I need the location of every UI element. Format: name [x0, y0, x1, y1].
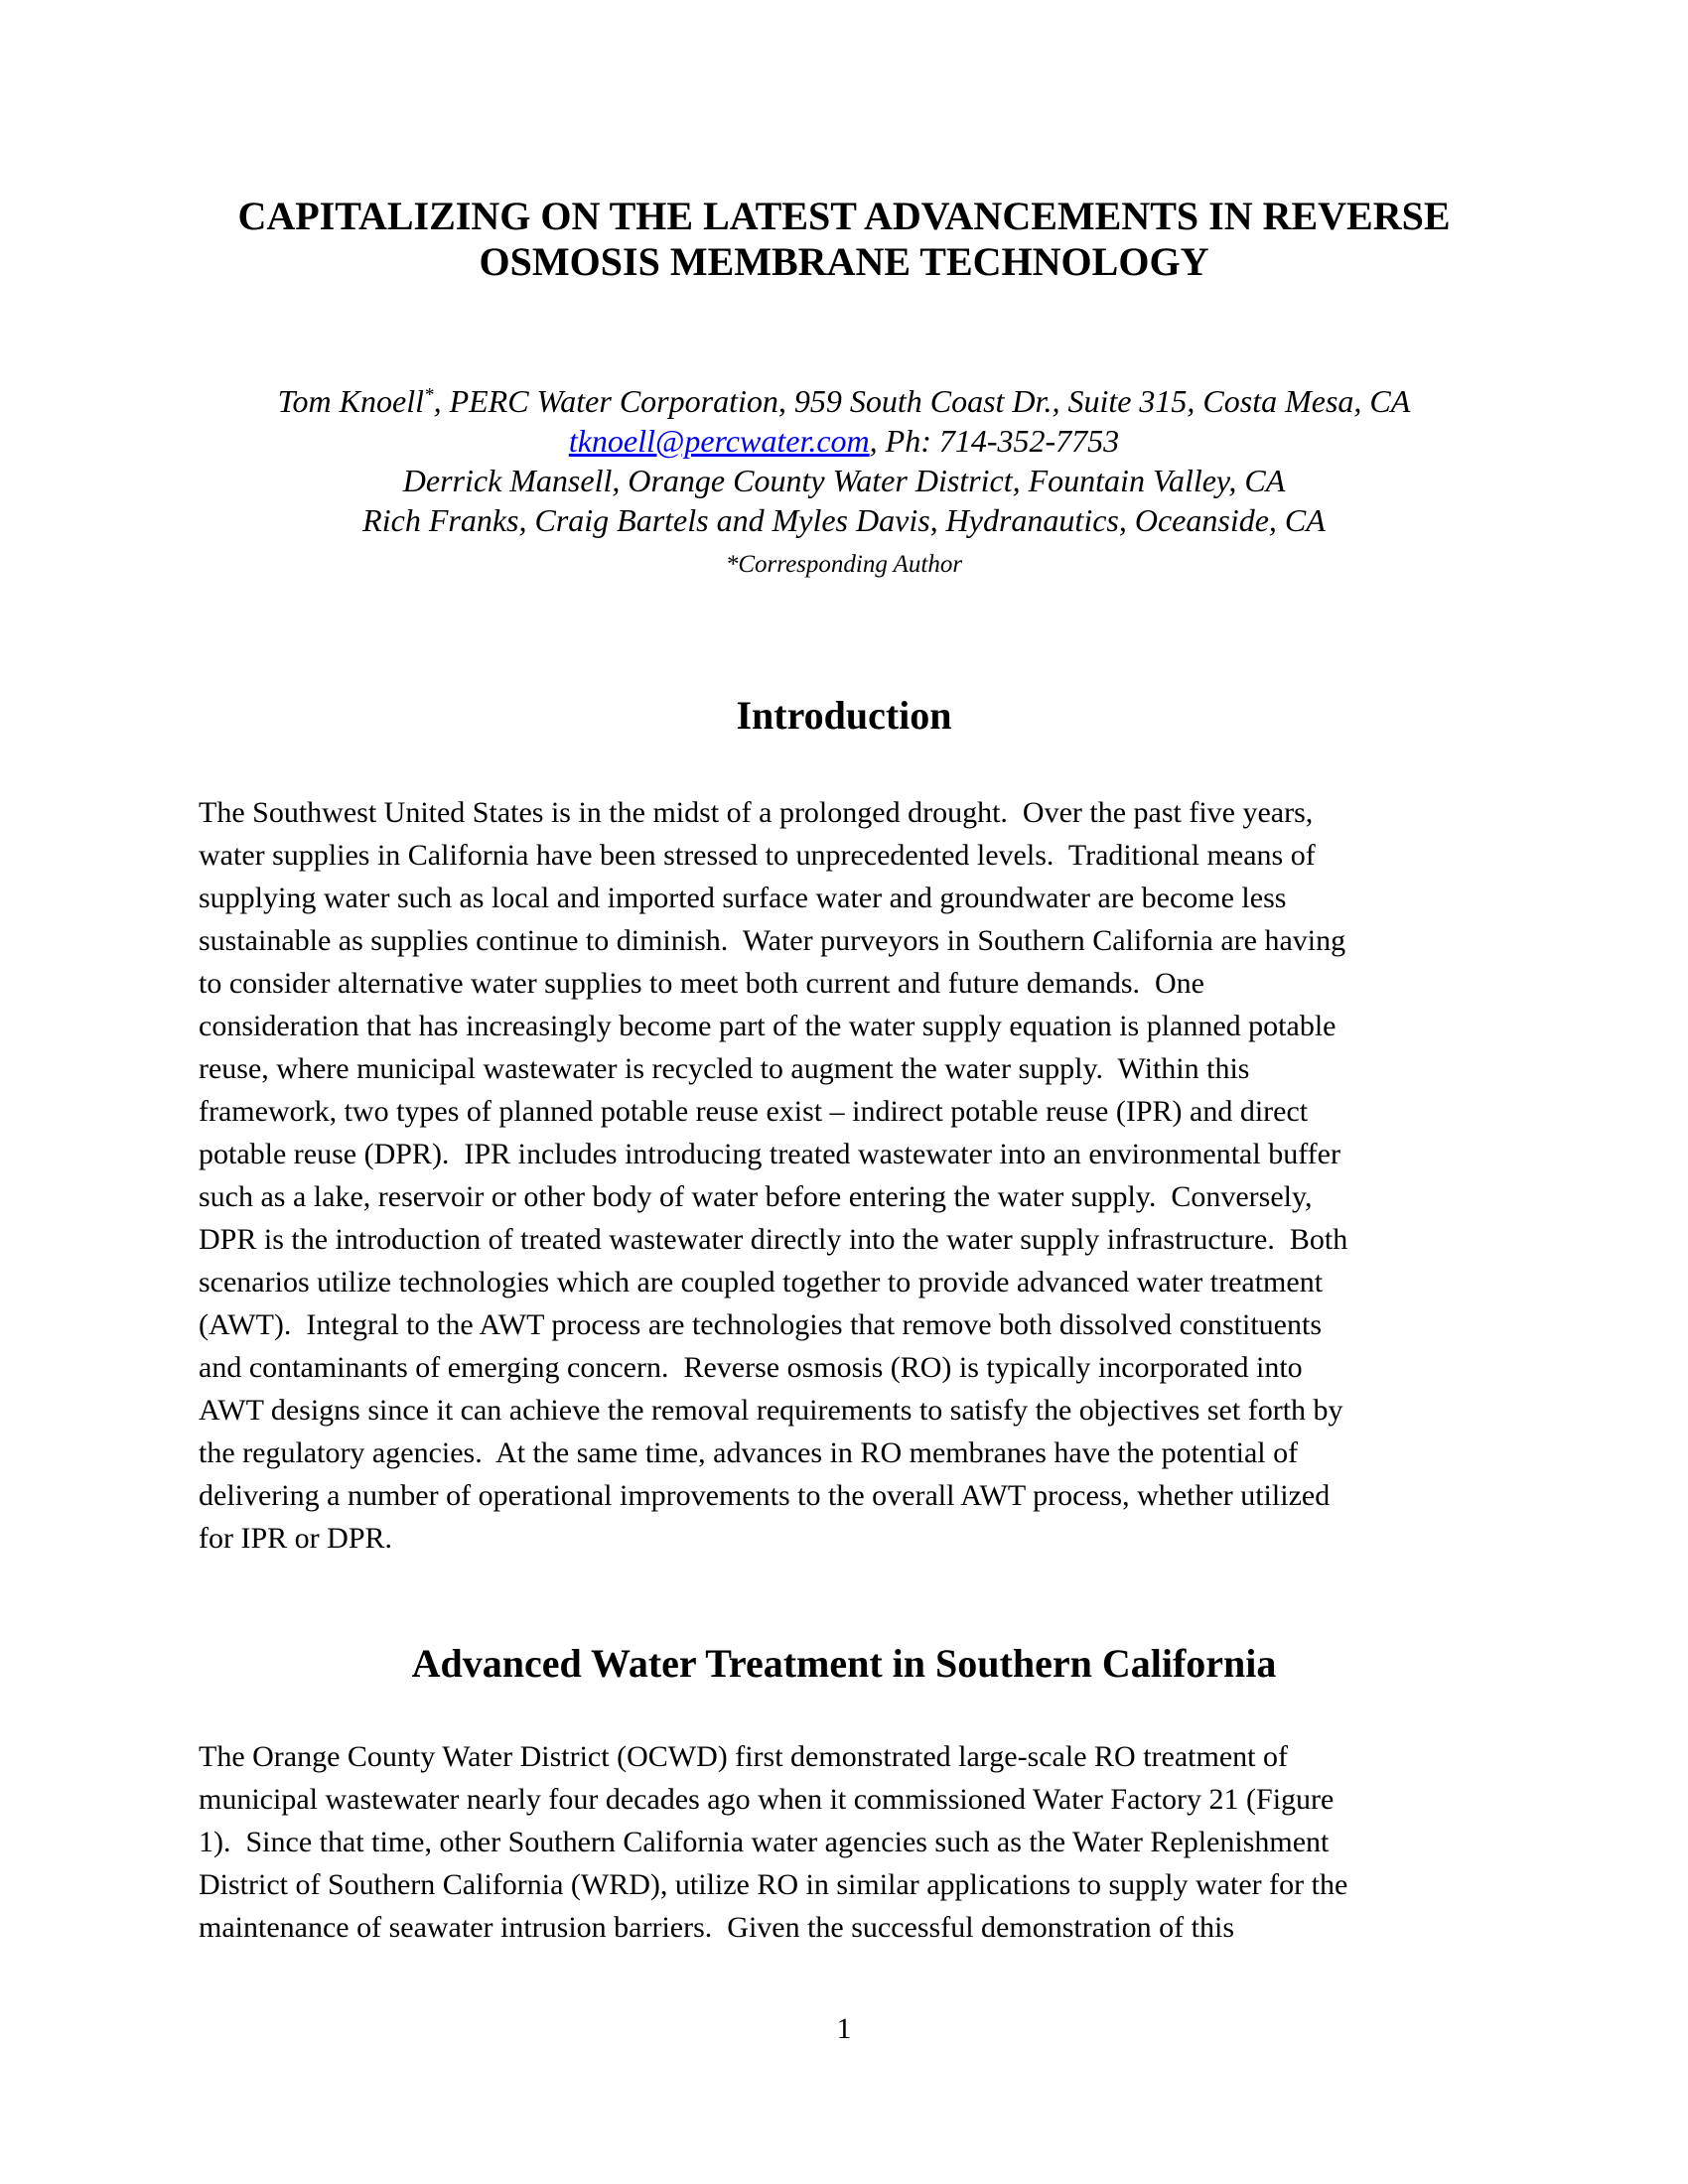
author-block [199, 381, 1489, 580]
text-line: scenarios utilize technologies which are coupled together to provide advanced water treatment [199, 1266, 1324, 1298]
phone-text: , Ph: 714-352-7753 [869, 423, 1120, 459]
page-number: 1 [836, 2012, 852, 2045]
text-line: the regulatory agencies. At the same time, advances in RO membranes have the potential of [199, 1436, 1299, 1469]
text-line: The Southwest United States is in the midst of a prolonged drought. Over the past five years, [199, 796, 1314, 829]
text-line: sustainable as supplies continue to diminish. Water purveyors in Southern California are having [199, 924, 1346, 957]
text-line: supplying water such as local and imported surface water and groundwater are become less [199, 882, 1287, 914]
text-line: and contaminants of emerging concern. Reverse osmosis (RO) is typically incorporated into [199, 1351, 1303, 1384]
author-name: Tom Knoell [277, 383, 424, 419]
page-content [0, 194, 1688, 1949]
document-title [199, 194, 1489, 285]
section-advanced-water-treatment [199, 1641, 1489, 1949]
corresponding-author-note: *Corresponding Author [725, 551, 963, 578]
section-introduction [199, 693, 1489, 1560]
text-line: water supplies in California have been stressed to unprecedented levels. Traditional means of [199, 839, 1316, 872]
text-line: such as a lake, reservoir or other body of water before entering the water supply. Conversely, [199, 1180, 1313, 1213]
paragraph-advanced-water-treatment [199, 1735, 1489, 1949]
text-line: The Orange County Water District (OCWD) first demonstrated large-scale RO treatment of [199, 1740, 1288, 1773]
corresponding-author-asterisk: * [423, 384, 434, 406]
author-line-1 [199, 381, 1489, 421]
text-line: AWT designs since it can achieve the removal requirements to satisfy the objectives set forth by [199, 1394, 1343, 1427]
text-line: DPR is the introduction of treated wastewater directly into the water supply infrastructure. Both [199, 1223, 1348, 1256]
author-contact-line [199, 421, 1489, 461]
document-title-line-1: CAPITALIZING ON THE LATEST ADVANCEMENTS IN REVERSE [237, 194, 1451, 238]
text-line: reuse, where municipal wastewater is recycled to augment the water supply. Within this [199, 1052, 1250, 1085]
text-line: maintenance of seawater intrusion barriers. Given the successful demonstration of this [199, 1911, 1235, 1944]
text-line: framework, two types of planned potable reuse exist – indirect potable reuse (IPR) and direct [199, 1095, 1309, 1128]
text-line: delivering a number of operational improvements to the overall AWT process, whether utilized [199, 1479, 1331, 1512]
text-line: District of Southern California (WRD), utilize RO in similar applications to supply water for the [199, 1868, 1348, 1901]
text-line: municipal wastewater nearly four decades ago when it commissioned Water Factory 21 (Figure [199, 1783, 1335, 1816]
text-line: consideration that has increasingly become part of the water supply equation is planned potable [199, 1010, 1336, 1042]
text-line: for IPR or DPR. [199, 1522, 393, 1555]
author-affiliation: , PERC Water Corporation, 959 South Coast Dr., Suite 315, Costa Mesa, CA [433, 383, 1411, 419]
author-line-2: Derrick Mansell, Orange County Water District, Fountain Valley, CA [402, 463, 1286, 498]
section-heading-introduction: Introduction [736, 693, 952, 738]
document-title-line-2: OSMOSIS MEMBRANE TECHNOLOGY [479, 239, 1209, 284]
text-line: (AWT). Integral to the AWT process are technologies that remove both dissolved constituents [199, 1308, 1323, 1341]
text-line: to consider alternative water supplies to meet both current and future demands. One [199, 967, 1204, 1000]
paragraph-introduction [199, 791, 1489, 1560]
text-line: potable reuse (DPR). IPR includes introducing treated wastewater into an environmental buffer [199, 1138, 1340, 1170]
section-heading-advanced-water-treatment: Advanced Water Treatment in Southern California [411, 1641, 1277, 1686]
author-line-3: Rich Franks, Craig Bartels and Myles Davis, Hydranautics, Oceanside, CA [362, 502, 1326, 538]
text-line: 1). Since that time, other Southern California water agencies such as the Water Replenishment [199, 1826, 1330, 1858]
email-link[interactable]: tknoell@percwater.com [568, 423, 870, 459]
